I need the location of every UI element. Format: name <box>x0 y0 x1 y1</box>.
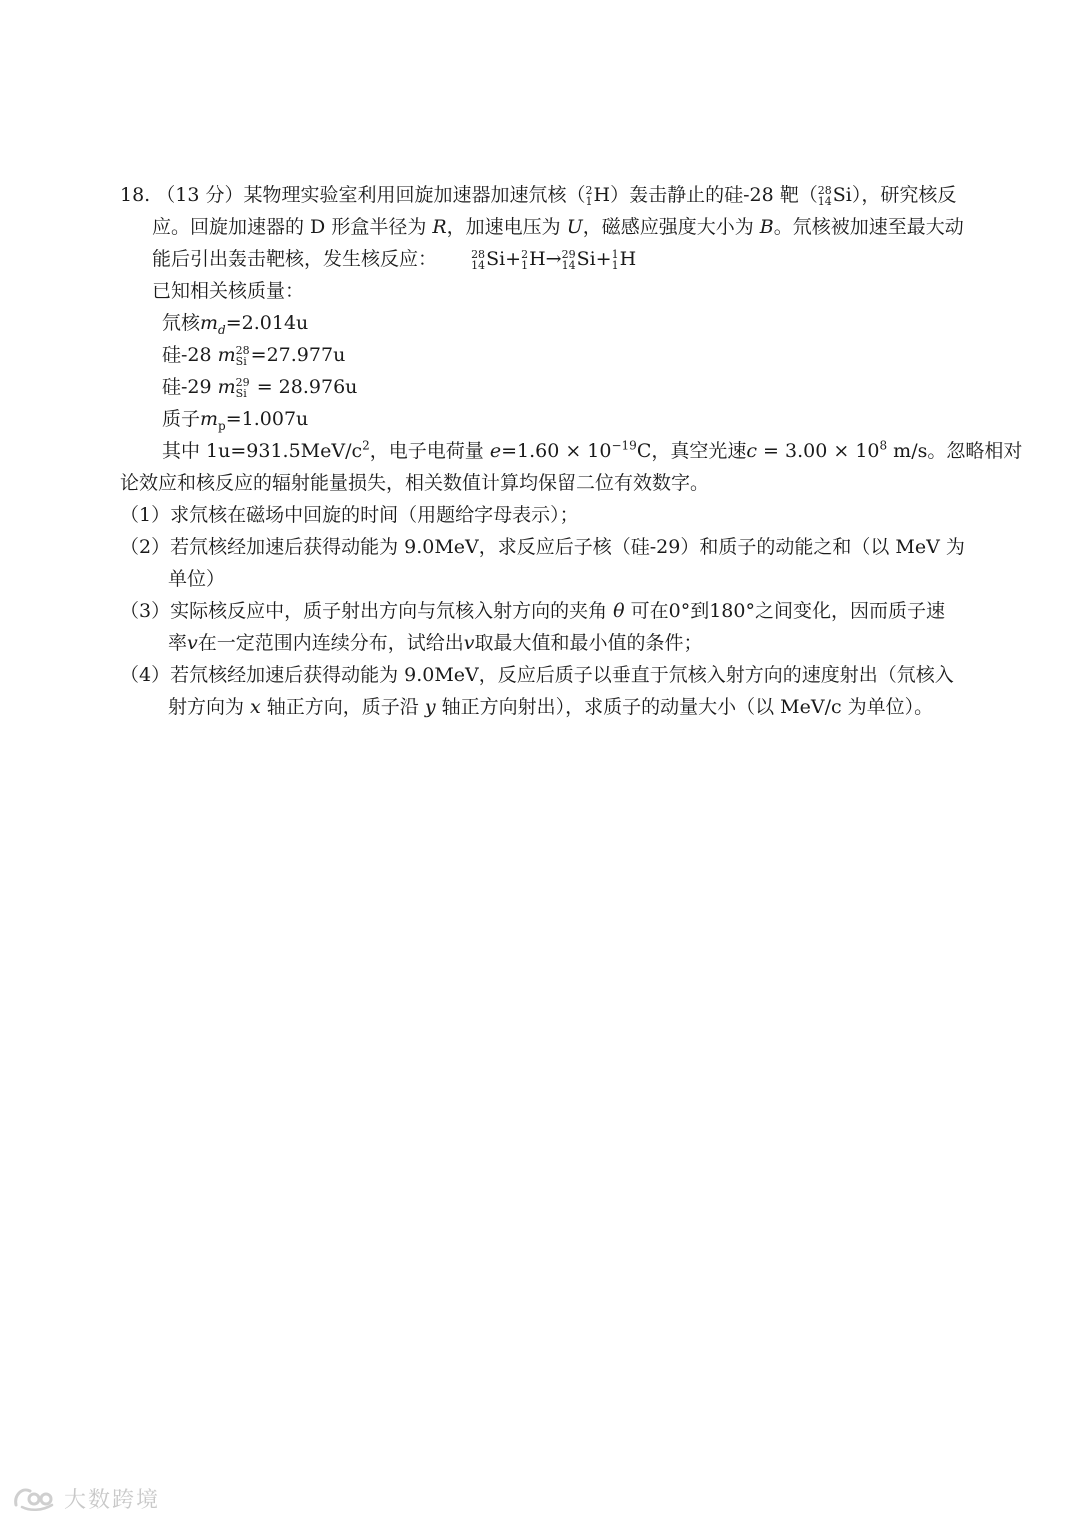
problem-line-2: 应。回旋加速器的 D 形盒半径为 R，加速电压为 U，磁感应强度大小为 B。氘核被加速至最大动 <box>152 216 964 238</box>
nuclear-reaction-equation: 28 14 Si+ 2 1 H→ 29 14 Si+ 1 1 H <box>471 248 637 272</box>
watermark-text: 大数跨境 <box>64 1487 161 1513</box>
problem-number: 18. <box>120 184 151 206</box>
masses-title: 已知相关核质量： <box>152 280 305 302</box>
question-1: （1）求氘核在磁场中回旋的时间（用题给字母表示）； <box>120 504 579 526</box>
watermark <box>12 1478 160 1518</box>
constants-line-1: 其中 $1u=931.5MeV/c^2$，电子电荷量 $e=1.60 \times 10^{-19}C$，真空光速$c = 3.00 \times 10^8$ m/s。忽略相对 <box>162 438 1023 462</box>
mass-proton: 质子$m_p=1.007u$ <box>162 408 309 433</box>
watermark-logo-icon <box>12 1483 58 1513</box>
question-2-line-1: （2）若氘核经加速后获得动能为 9.0MeV，求反应后子核（硅-29）和质子的动能之和（以 MeV 为 <box>120 536 965 558</box>
question-3-line-1: （3）实际核反应中，质子射出方向与氘核入射方向的夹角 θ 可在0°到180°之间变化，因而质子速 <box>120 600 945 622</box>
question-3-line-2: 率v在一定范围内连续分布，试给出v取最大值和最小值的条件； <box>168 632 703 654</box>
problem-points: （13 分） <box>156 184 244 206</box>
nuclide-deuteron: 2 1 <box>585 184 593 208</box>
constants-line-2: 论效应和核反应的辐射能量损失，相关数值计算均保留二位有效数字。 <box>120 472 710 494</box>
question-4-line-1: （4）若氘核经加速后获得动能为 9.0MeV，反应后质子以垂直于氘核入射方向的速度射出（氘核入 <box>120 664 954 686</box>
problem-line-1: 18. （13 分）某物理实验室利用回旋加速器加速氘核（ 2 1 H）轰击静止的硅-28 靶（ 28 14 Si），研究核反 <box>120 184 957 208</box>
mass-si29: 硅-29 m 29 Si = 28.976u <box>162 376 358 400</box>
question-4-line-2: 射方向为 x 轴正方向，质子沿 y 轴正方向射出），求质子的动量大小（以 MeV/c 为单位）。 <box>168 696 934 718</box>
mass-si28: 硅-28 m 28 Si =27.977u <box>162 344 346 368</box>
nuclide-si28: 28 14 <box>817 184 832 208</box>
problem-line-3: 能后引出轰击靶核，发生核反应： 28 14 Si+ 2 1 H→ 29 14 Si+ 1 1 H <box>152 248 637 272</box>
question-2-line-2: 单位） <box>168 568 226 590</box>
mass-deuteron: 氘核$m_d=2.014u$ <box>162 312 309 337</box>
